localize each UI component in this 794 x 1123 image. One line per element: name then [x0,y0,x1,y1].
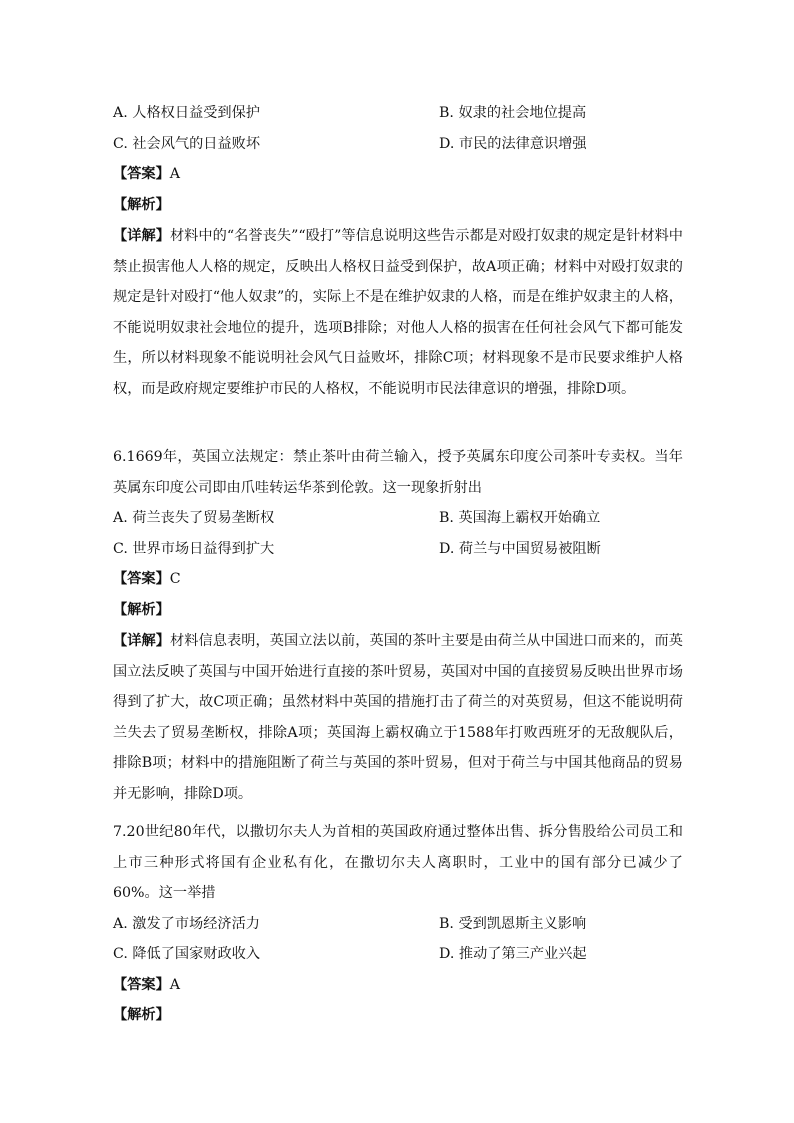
answer-label: 【答案】 [113,571,170,587]
option-d: D. 市民的法律意识增强 [439,136,587,152]
answer-value: C [169,571,181,587]
answer-value: A [169,166,181,182]
option-c: C. 世界市场日益得到扩大 [113,541,275,557]
option-b: B. 英国海上霸权开始确立 [439,510,601,526]
option-b: B. 奴隶的社会地位提高 [439,105,587,121]
option-a: A. 激发了市场经济活力 [113,916,260,932]
answer-line [113,164,180,184]
detail-label: 【详解】 [113,633,171,649]
detail-label: 【详解】 [113,228,170,244]
detail-text: 材料中的“名誉丧失”“殴打”等信息说明这些告示都是对殴打奴隶的规定是针材料中禁止损害他人人格的规定，反映出人格权日益受到保护，故A项正确；材料中对殴打奴隶的规定是针对殴打“他人奴隶”的，实际上不是在维护奴隶的人格，而是在维护奴隶主的人格，不能说明奴隶社会地位的提升，选项B排除；对他人人格的损害在任何社会风气下都可能发生，所以材料现象不能说明社会风气日益败坏，排除C项；材料现象不是市民要求维护人格权，而是政府规定要维护市民的人格权，不能说明市民法律意识的增强，排除D项。 [113,228,683,397]
answer-label: 【答案】 [113,977,170,993]
answer-line [113,975,180,995]
answer-value: A [169,977,181,993]
analysis-label: 【解析】 [113,602,170,618]
answer-line [113,569,181,589]
detail-paragraph [113,626,683,810]
option-d: D. 推动了第三产业兴起 [439,946,587,962]
question-stem: 6.1669年，英国立法规定：禁止茶叶由荷兰输入，授予英属东印度公司茶叶专卖权。当年英属东印度公司即由爪哇转运华茶到伦敦。这一现象折射出 [113,449,683,496]
option-a: A. 人格权日益受到保护 [113,105,260,121]
analysis-label: 【解析】 [113,197,170,213]
option-c: C. 社会风气的日益败坏 [113,136,261,152]
option-d: D. 荷兰与中国贸易被阻断 [439,541,601,557]
detail-text: 材料信息表明，英国立法以前，英国的茶叶主要是由荷兰从中国进口而来的，而英国立法反映了英国与中国开始进行直接的茶叶贸易，英国对中国的直接贸易反映出世界市场得到了扩大，故C项正确；虽然材料中英国的措施打击了荷兰的对英贸易，但这不能说明荷兰失去了贸易垄断权，排除A项；英国海上霸权确立于1588年打败西班牙的无敌舰队后，排除B项；材料中的措施阻断了荷兰与英国的茶叶贸易，但对于荷兰与中国其他商品的贸易并无影响，排除D项。 [113,633,683,802]
option-c: C. 降低了国家财政收入 [113,946,261,962]
analysis-label: 【解析】 [113,1007,170,1023]
detail-paragraph [113,221,683,405]
question-stem: 7.20世纪80年代，以撒切尔夫人为首相的英国政府通过整体出售、拆分售股给公司员工和上市三种形式将国有企业私有化，在撒切尔夫人离职时，工业中的国有部分已减少了60%。这一举措 [113,824,683,902]
option-b: B. 受到凯恩斯主义影响 [439,916,587,932]
option-a: A. 荷兰丧失了贸易垄断权 [113,510,275,526]
answer-label: 【答案】 [113,166,170,182]
